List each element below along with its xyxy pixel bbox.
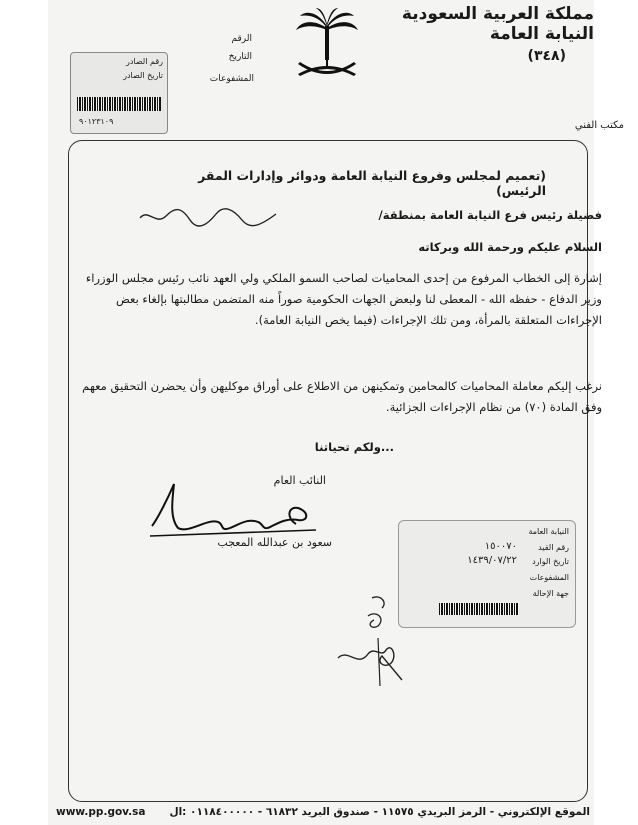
reference-number: (٣٤٨) — [527, 48, 566, 64]
letter-page — [48, 0, 624, 825]
body-paragraph-2: نرغب إليكم معاملة المحاميات كالمحامين وتمكينهن من الاطلاع على أوراق موكليهن وأن يحضرن التحقيق معهم وفق المادة (٧٠) من نظام الإجراءات الجزائية. — [82, 379, 602, 414]
footer-contact: الموقع الإلكتروني - الرمز البريدي ١١٥٧٥ - صندوق البريد ٦١٨٣٢ - ٠١١٨٤٠٠٠٠٠ :ال — [169, 806, 590, 818]
attachments-label: المشفوعات — [209, 74, 254, 84]
signer-title: النائب العام — [273, 474, 326, 487]
body-paragraph-1: إشارة إلى الخطاب المرفوع من إحدى المحاميات لصاحب السمو الملكي ولي العهد نائب رئيس مجلس الوزراء وزير الدفاع - حفظه الله - المعطى لنا ولبعض الجهات الحكومية صوراً منه المتضمن مطالبتها بإلغاء بعض الإجراءات المتعلقة بالمرأة، ومن تلك الإجراءات (فيما يخص النيابة العامة). — [85, 271, 602, 327]
barcode — [77, 97, 161, 111]
number-label: الرقم — [231, 34, 252, 44]
stamp-barcode-number: ٩٠١٢٣١٠٩ — [79, 117, 114, 126]
incoming-date: ١٤٣٩/٠٧/٢٢ — [467, 555, 517, 566]
incoming-stamp-title: النيابة العامة — [528, 527, 569, 536]
date-label: التاريخ — [228, 52, 252, 62]
handwritten-annotation — [328, 588, 408, 688]
incoming-attachments-label: المشفوعات — [529, 573, 569, 582]
referral-label: جهة الإحالة — [532, 589, 569, 598]
kingdom-title: مملكة العربية السعودية — [401, 4, 594, 24]
agency-title: النيابة العامة — [489, 24, 594, 44]
incoming-date-label: تاريخ الوارد — [532, 557, 569, 566]
outgoing-stamp — [70, 52, 168, 134]
handwritten-region — [138, 204, 278, 230]
incoming-number: ١٥٠٠٧٠ — [484, 541, 517, 552]
stamp-date-label: تاريخ الصادر — [123, 71, 163, 80]
signer-name: سعود بن عبدالله المعجب — [217, 536, 332, 549]
reference-meta-box — [58, 28, 254, 126]
incoming-barcode — [439, 603, 519, 615]
stamp-number-label: رقم الصادر — [125, 57, 163, 66]
saudi-emblem-icon — [292, 8, 362, 88]
incoming-number-label: رقم القيد — [538, 543, 569, 552]
website-url: www.pp.gov.sa — [56, 806, 146, 818]
circular-heading: (تعميم لمجلس وفروع النيابة العامة ودوائر وإدارات المقر الرئيس) — [198, 168, 546, 198]
closing-line: ولكم تحياتنا... — [314, 440, 394, 454]
incoming-stamp — [398, 520, 576, 628]
greeting-line: السلام عليكم ورحمة الله وبركاته — [418, 240, 602, 254]
addressee-line: فضيلة رئيس فرع النيابة العامة بمنطقة/ — [378, 208, 602, 222]
department-label: مكتب الفني — [574, 120, 624, 131]
